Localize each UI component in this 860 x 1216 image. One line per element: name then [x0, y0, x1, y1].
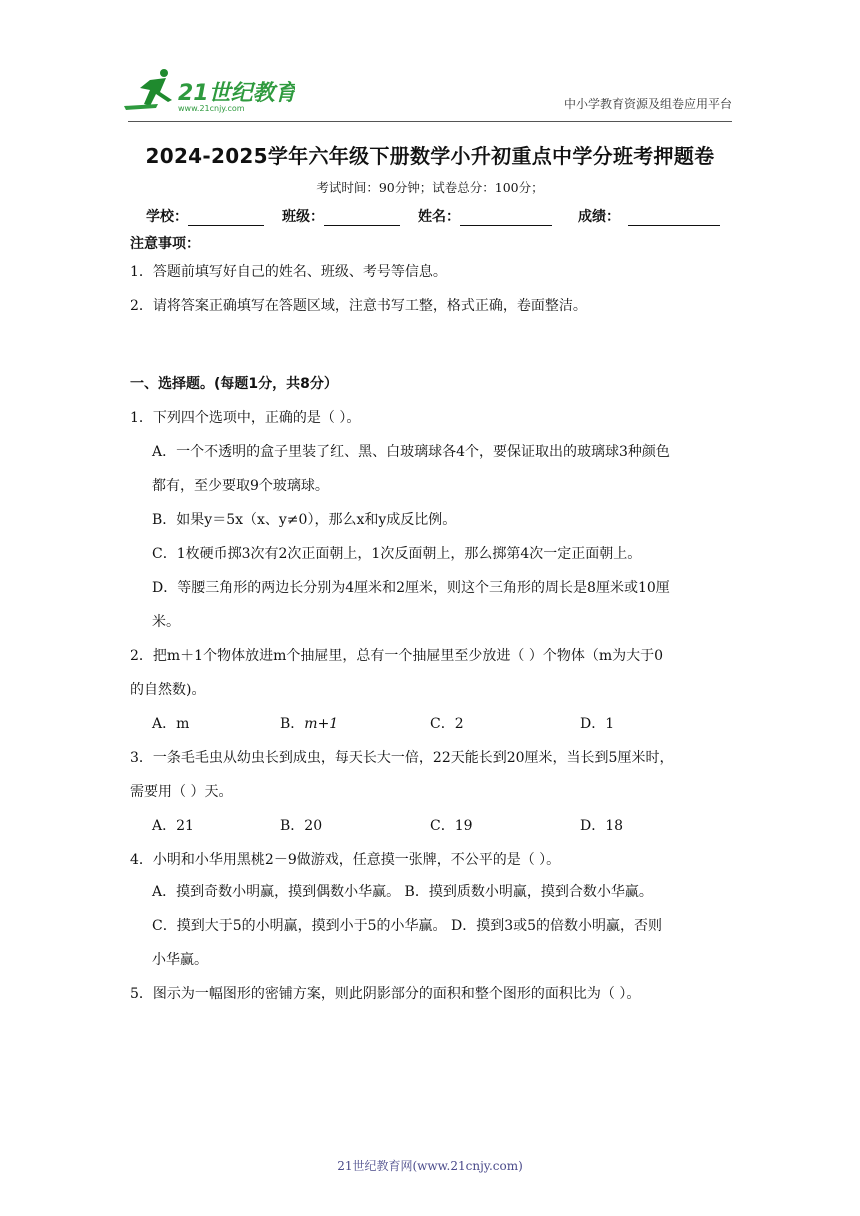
school-blank[interactable]	[188, 209, 264, 226]
class-label: 班级：	[282, 209, 324, 225]
q3-option-a: A．21	[152, 818, 194, 834]
score-field[interactable]	[578, 206, 720, 226]
score-label: 成绩：	[578, 209, 620, 225]
q1-option-d-line1: D．等腰三角形的两边长分别为4厘米和2厘米，则这个三角形的周长是8厘米或10厘	[152, 580, 670, 596]
site-logo	[120, 66, 295, 114]
q1-option-c: C．1枚硬币掷3次有2次正面朝上，1次反面朝上，那么掷第4次一定正面朝上。	[152, 546, 642, 562]
note-item-2: 2．请将答案正确填写在答题区域，注意书写工整，格式正确，卷面整洁。	[130, 298, 587, 314]
q2-option-c: C．2	[430, 716, 464, 732]
school-field[interactable]	[146, 206, 264, 226]
q2-stem-line1: 2．把m＋1个物体放进m个抽屉里，总有一个抽屉里至少放进（ ）个物体（m为大于0	[130, 648, 663, 664]
q3-stem-line2: 需要用（ ）天。	[130, 784, 233, 800]
page-footer[interactable]: 21世纪教育网(www.21cnjy.com)	[337, 1159, 523, 1173]
page-title: 2024-2025学年六年级下册数学小升初重点中学分班考押题卷	[145, 144, 715, 168]
notes-heading: 注意事项：	[130, 236, 200, 252]
name-label: 姓名：	[418, 209, 460, 225]
q3-option-d: D．18	[580, 818, 624, 834]
q1-option-a-line2: 都有，至少要取9个玻璃球。	[152, 478, 329, 494]
name-field[interactable]	[418, 206, 552, 226]
q5-stem: 5．图示为一幅图形的密铺方案，则此阴影部分的面积和整个图形的面积比为（ ）。	[130, 986, 641, 1002]
q2-option-b-prefix: B．	[280, 716, 305, 732]
q3-option-b: B．20	[280, 818, 323, 834]
q1-option-d-line2: 米。	[152, 614, 180, 630]
score-blank[interactable]	[628, 209, 720, 226]
q1-option-a-line1: A．一个不透明的盒子里装了红、黑、白玻璃球各4个，要保证取出的玻璃球3种颜色	[152, 444, 670, 460]
q4-options-cd: C．摸到大于5的小明赢，摸到小于5的小华赢。 D．摸到3或5的倍数小明赢，否则	[152, 918, 663, 934]
section-heading: 一、选择题。(每题1分，共8分）	[130, 376, 338, 392]
q4-options-ab: A．摸到奇数小明赢，摸到偶数小华赢。 B．摸到质数小明赢，摸到合数小华赢。	[152, 884, 653, 900]
platform-name: 中小学教育资源及组卷应用平台	[563, 97, 732, 111]
q3-option-c: C．19	[430, 818, 473, 834]
note-item-1: 1．答题前填写好自己的姓名、班级、考号等信息。	[130, 264, 447, 280]
q2-option-d: D．1	[580, 716, 615, 732]
school-label: 学校：	[146, 209, 188, 225]
header-divider	[128, 121, 732, 122]
q4-options-cd-cont: 小华赢。	[152, 952, 208, 968]
logo-text: 21世纪教育	[178, 81, 295, 106]
runner-logo-icon	[120, 66, 295, 114]
class-blank[interactable]	[324, 209, 400, 226]
class-field[interactable]	[282, 206, 400, 226]
q2-option-b	[280, 714, 338, 734]
q1-stem: 1．下列四个选项中，正确的是（ ）。	[130, 410, 361, 426]
q3-stem-line1: 3．一条毛毛虫从幼虫长到成虫，每天长大一倍，22天能长到20厘米，当长到5厘米时，	[130, 750, 674, 766]
exam-info: 考试时间：90分钟；试卷总分：100分；	[316, 180, 544, 195]
q2-option-b-math: m+1	[304, 716, 339, 732]
q2-option-a: A．m	[152, 716, 190, 732]
q2-stem-line2: 的自然数)。	[130, 682, 206, 698]
logo-url: www.21cnjy.com	[178, 104, 245, 113]
name-blank[interactable]	[460, 209, 552, 226]
q1-option-b: B．如果y＝5x（x、y≠0），那么x和y成反比例。	[152, 512, 457, 528]
q4-stem: 4．小明和小华用黑桃2－9做游戏，任意摸一张牌，不公平的是（ ）。	[130, 852, 561, 868]
